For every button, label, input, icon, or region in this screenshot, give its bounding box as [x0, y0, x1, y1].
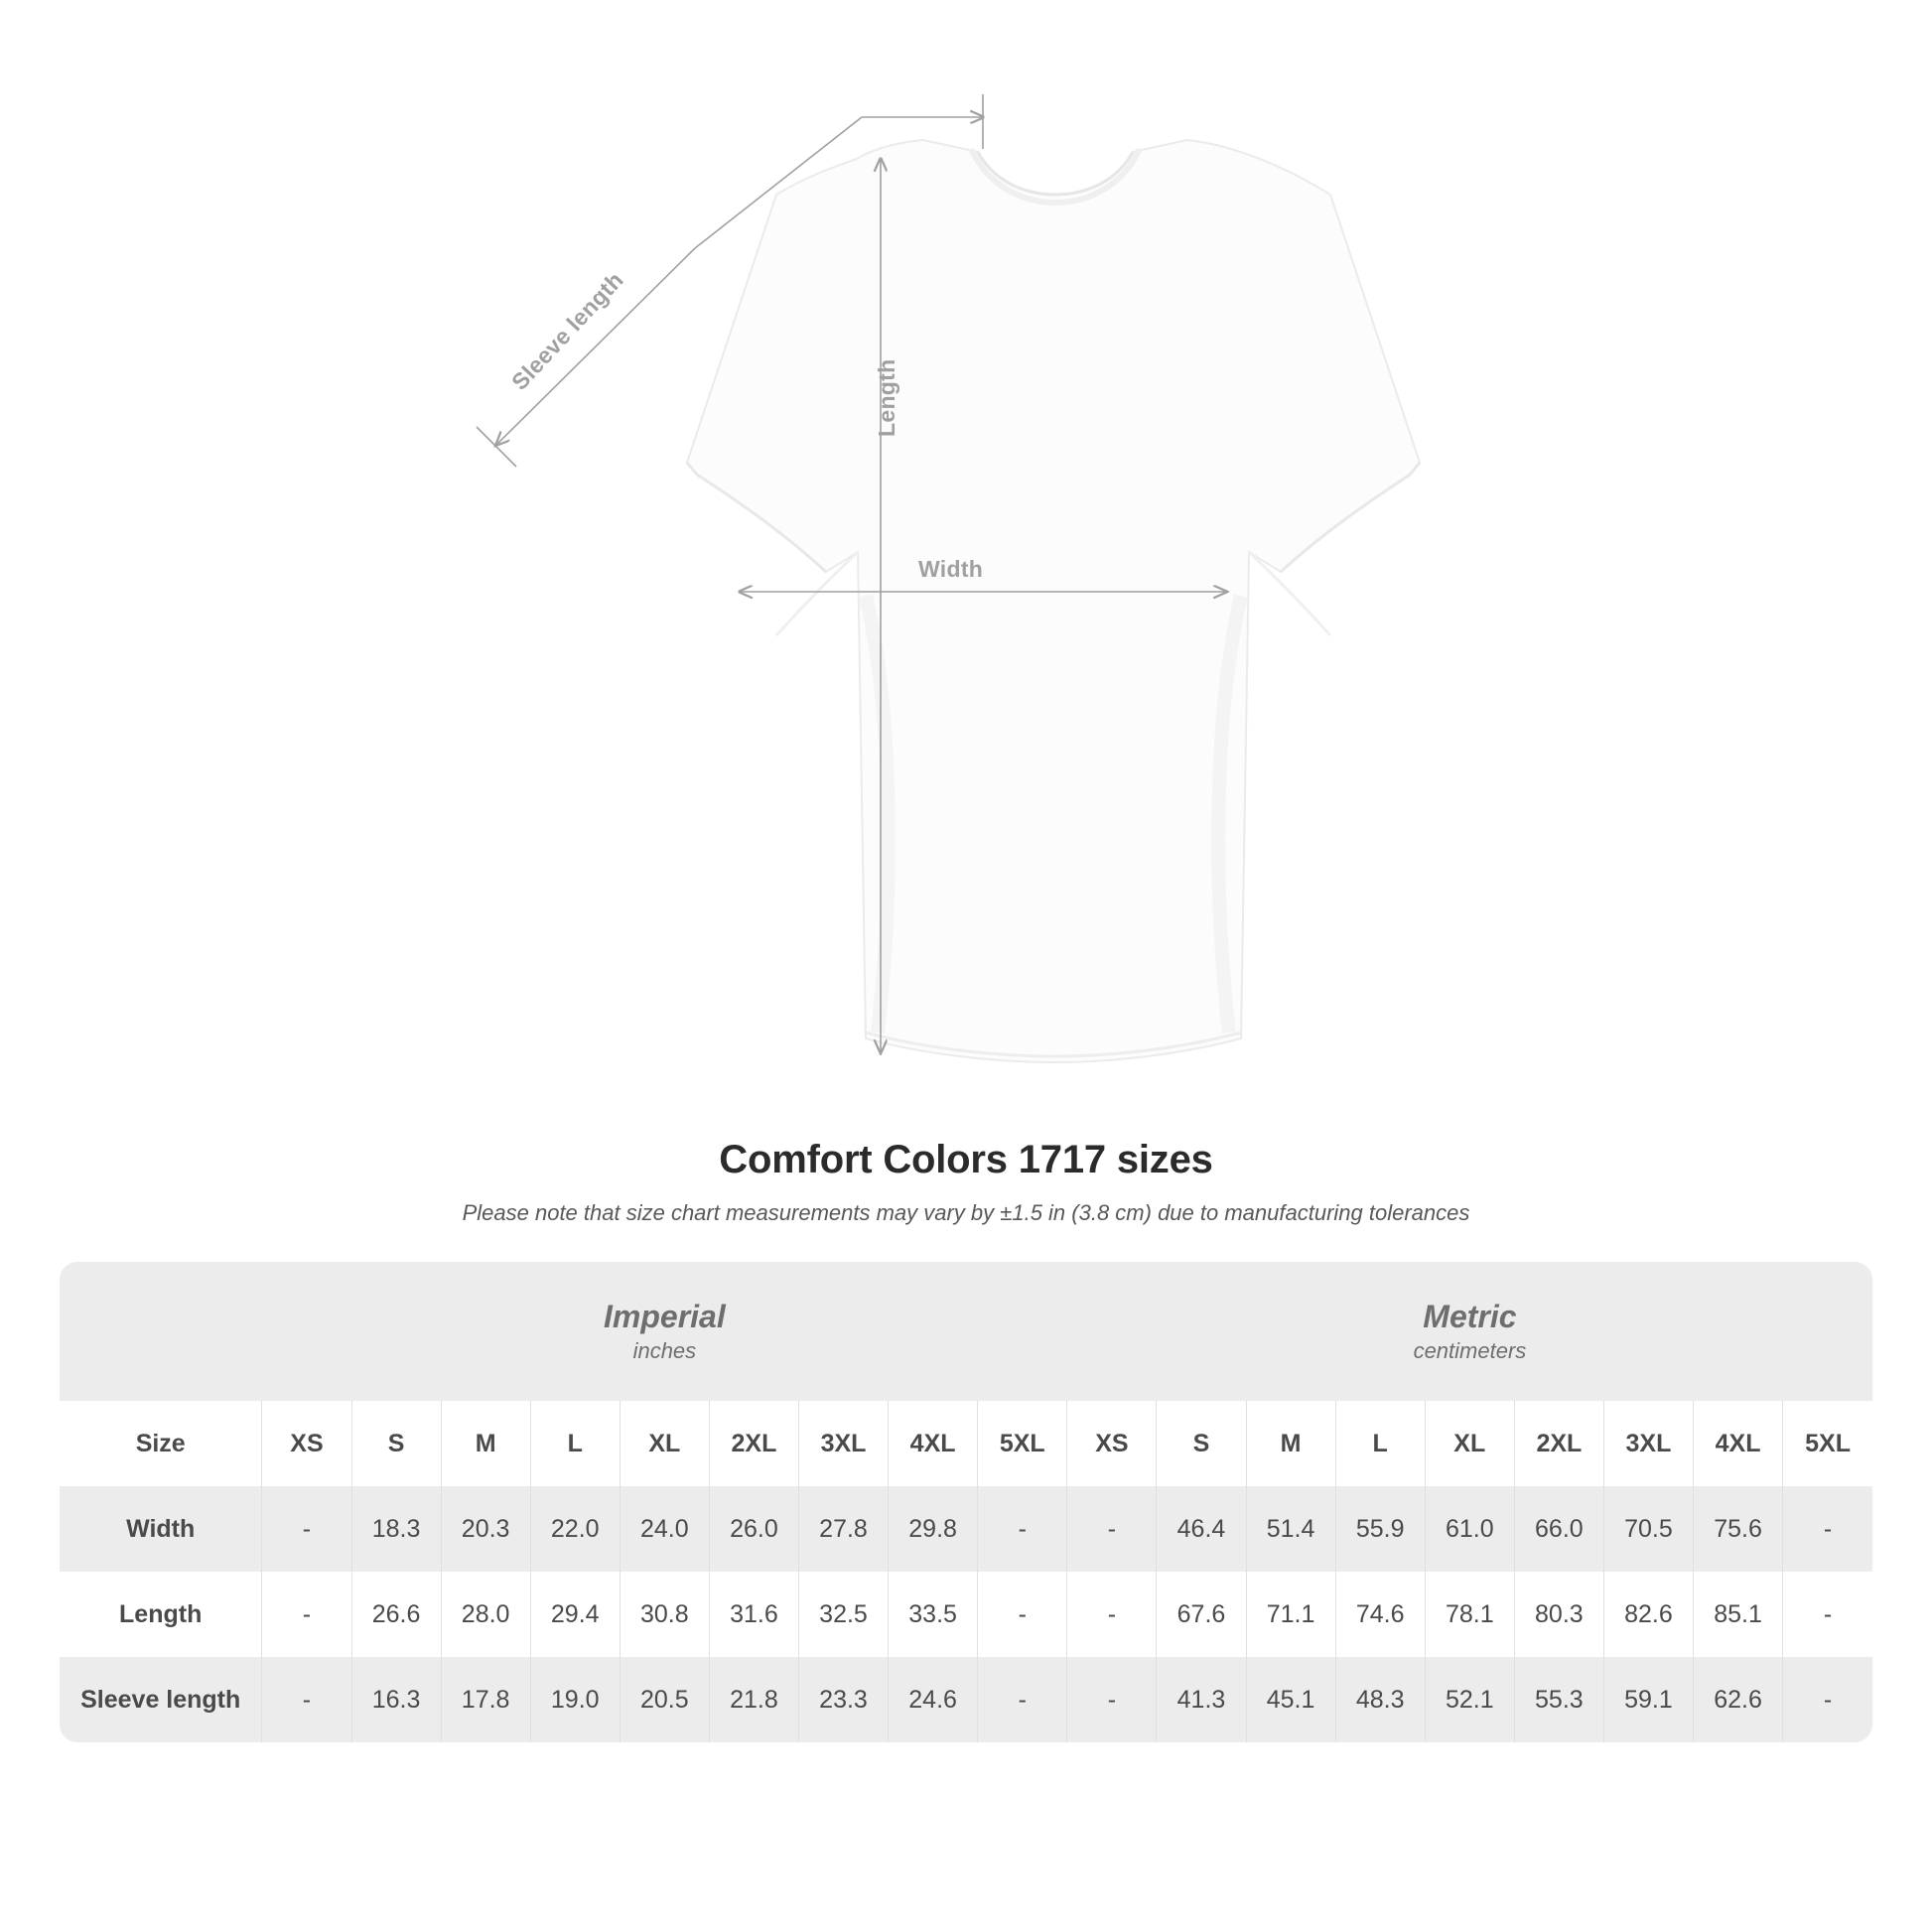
sleeve-metric-s: 41.3	[1157, 1657, 1246, 1742]
sleeve-metric-xs: -	[1067, 1657, 1157, 1742]
length-imperial-5xl: -	[978, 1572, 1067, 1657]
sleeve-imperial-s: 16.3	[351, 1657, 441, 1742]
page-title: Comfort Colors 1717 sizes	[719, 1138, 1213, 1181]
width-imperial-2xl: 26.0	[709, 1486, 798, 1572]
sleeve-imperial-m: 17.8	[441, 1657, 530, 1742]
sleeve-imperial-4xl: 24.6	[889, 1657, 978, 1742]
unit-header-spacer	[60, 1262, 262, 1401]
width-metric-s: 46.4	[1157, 1486, 1246, 1572]
size-col-metric-xl: XL	[1425, 1401, 1514, 1486]
length-imperial-s: 26.6	[351, 1572, 441, 1657]
length-metric-xl: 78.1	[1425, 1572, 1514, 1657]
row-label-sleeve-length: Sleeve length	[60, 1657, 262, 1742]
imperial-unit: inches	[632, 1337, 697, 1363]
sleeve-imperial-2xl: 21.8	[709, 1657, 798, 1742]
length-imperial-4xl: 33.5	[889, 1572, 978, 1657]
length-metric-m: 71.1	[1246, 1572, 1335, 1657]
width-metric-3xl: 70.5	[1603, 1486, 1693, 1572]
unit-header-row	[60, 1262, 1872, 1401]
size-col-metric-xs: XS	[1067, 1401, 1157, 1486]
imperial-header	[262, 1262, 1067, 1401]
width-imperial-s: 18.3	[351, 1486, 441, 1572]
width-imperial-5xl: -	[978, 1486, 1067, 1572]
size-col-imperial-4xl: 4XL	[889, 1401, 978, 1486]
size-col-metric-3xl: 3XL	[1603, 1401, 1693, 1486]
metric-unit: centimeters	[1413, 1337, 1527, 1363]
metric-name: Metric	[1423, 1298, 1517, 1334]
length-imperial-xs: -	[262, 1572, 351, 1657]
width-metric-xs: -	[1067, 1486, 1157, 1572]
table-row	[60, 1572, 1872, 1657]
size-col-imperial-2xl: 2XL	[709, 1401, 798, 1486]
width-imperial-xs: -	[262, 1486, 351, 1572]
table-row	[60, 1657, 1872, 1742]
length-imperial-m: 28.0	[441, 1572, 530, 1657]
width-metric-m: 51.4	[1246, 1486, 1335, 1572]
width-imperial-l: 22.0	[530, 1486, 620, 1572]
size-col-metric-2xl: 2XL	[1514, 1401, 1603, 1486]
sleeve-metric-2xl: 55.3	[1514, 1657, 1603, 1742]
sleeve-metric-4xl: 62.6	[1694, 1657, 1783, 1742]
size-table	[60, 1262, 1872, 1742]
width-metric-l: 55.9	[1335, 1486, 1425, 1572]
tshirt-shape	[687, 140, 1420, 1062]
width-imperial-3xl: 27.8	[798, 1486, 888, 1572]
sleeve-metric-m: 45.1	[1246, 1657, 1335, 1742]
length-metric-l: 74.6	[1335, 1572, 1425, 1657]
length-metric-s: 67.6	[1157, 1572, 1246, 1657]
size-col-imperial-3xl: 3XL	[798, 1401, 888, 1486]
length-metric-5xl: -	[1783, 1572, 1872, 1657]
length-imperial-l: 29.4	[530, 1572, 620, 1657]
size-col-imperial-xs: XS	[262, 1401, 351, 1486]
sleeve-imperial-l: 19.0	[530, 1657, 620, 1742]
table-row	[60, 1486, 1872, 1572]
size-col-imperial-l: L	[530, 1401, 620, 1486]
sleeve-metric-xl: 52.1	[1425, 1657, 1514, 1742]
size-col-metric-5xl: 5XL	[1783, 1401, 1872, 1486]
size-col-metric-4xl: 4XL	[1694, 1401, 1783, 1486]
width-imperial-4xl: 29.8	[889, 1486, 978, 1572]
size-col-metric-s: S	[1157, 1401, 1246, 1486]
width-metric-5xl: -	[1783, 1486, 1872, 1572]
width-metric-xl: 61.0	[1425, 1486, 1514, 1572]
size-col-imperial-s: S	[351, 1401, 441, 1486]
sleeve-metric-l: 48.3	[1335, 1657, 1425, 1742]
width-imperial-xl: 24.0	[620, 1486, 709, 1572]
size-table-wrapper	[60, 1262, 1872, 1742]
length-imperial-2xl: 31.6	[709, 1572, 798, 1657]
size-col-imperial-xl: XL	[620, 1401, 709, 1486]
length-metric-3xl: 82.6	[1603, 1572, 1693, 1657]
width-label: Width	[918, 556, 984, 582]
size-col-imperial-m: M	[441, 1401, 530, 1486]
size-header-row	[60, 1401, 1872, 1486]
width-imperial-m: 20.3	[441, 1486, 530, 1572]
sleeve-metric-3xl: 59.1	[1603, 1657, 1693, 1742]
width-metric-2xl: 66.0	[1514, 1486, 1603, 1572]
sleeve-length-label: Sleeve length	[506, 266, 628, 395]
size-col-metric-m: M	[1246, 1401, 1335, 1486]
sleeve-imperial-xl: 20.5	[620, 1657, 709, 1742]
size-col-metric-l: L	[1335, 1401, 1425, 1486]
tolerance-note: Please note that size chart measurements may vary by ±1.5 in (3.8 cm) due to manufacturing tolerances	[462, 1200, 1470, 1225]
length-label: Length	[874, 358, 899, 437]
length-imperial-xl: 30.8	[620, 1572, 709, 1657]
length-metric-2xl: 80.3	[1514, 1572, 1603, 1657]
sleeve-imperial-xs: -	[262, 1657, 351, 1742]
width-metric-4xl: 75.6	[1694, 1486, 1783, 1572]
length-imperial-3xl: 32.5	[798, 1572, 888, 1657]
imperial-name: Imperial	[604, 1298, 726, 1334]
length-metric-xs: -	[1067, 1572, 1157, 1657]
row-label-width: Width	[60, 1486, 262, 1572]
length-metric-4xl: 85.1	[1694, 1572, 1783, 1657]
title-block	[0, 1138, 1932, 1226]
sleeve-metric-5xl: -	[1783, 1657, 1872, 1742]
metric-header	[1067, 1262, 1872, 1401]
size-col-imperial-5xl: 5XL	[978, 1401, 1067, 1486]
size-row-label: Size	[60, 1401, 262, 1486]
row-label-length: Length	[60, 1572, 262, 1657]
sleeve-imperial-5xl: -	[978, 1657, 1067, 1742]
sleeve-imperial-3xl: 23.3	[798, 1657, 888, 1742]
